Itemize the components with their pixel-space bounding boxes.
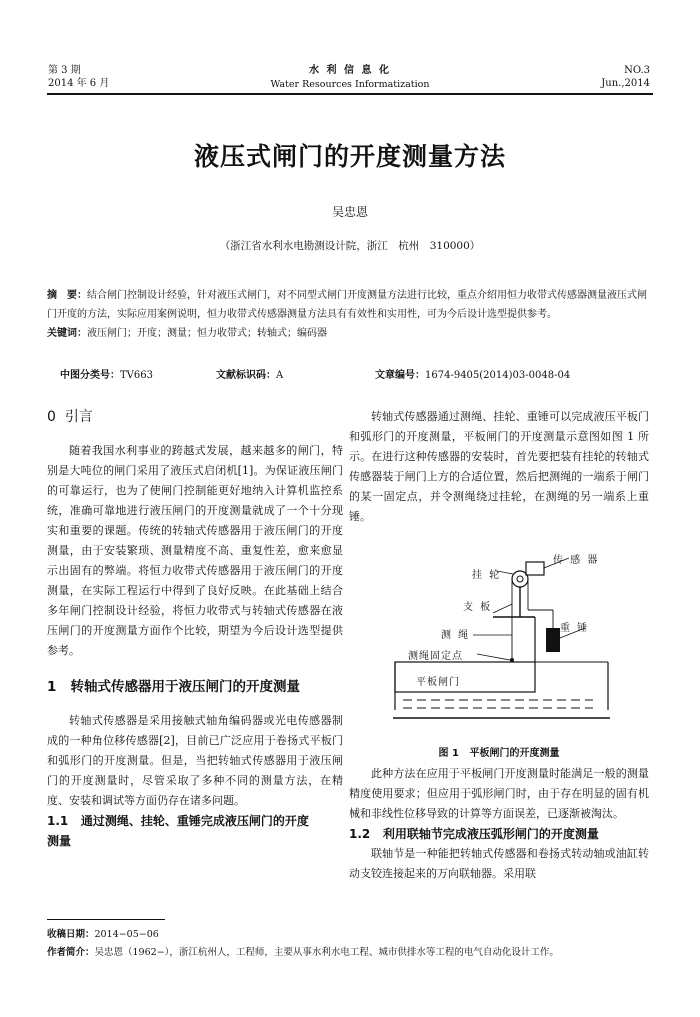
- clc-number: [60, 366, 153, 381]
- keywords: 液压闸门；开度；测量；恒力收带式；转轴式；编码器: [87, 328, 327, 339]
- author-bio: [47, 944, 657, 958]
- left-column: [47, 407, 343, 851]
- header-no: NO.3: [624, 65, 650, 76]
- section-0-number: 0: [47, 409, 56, 425]
- right-column-bottom: [349, 764, 649, 884]
- header-date-en: Jun.,2014: [601, 78, 650, 89]
- weight-shape: [546, 628, 560, 652]
- section-1-1-title-cont: 测量: [47, 834, 72, 848]
- affiliation: （浙江省水利水电勘测设计院，浙江 杭州 310000）: [219, 240, 481, 252]
- doc-code: [216, 366, 283, 381]
- sensor-shape: [526, 562, 544, 575]
- article-number: [375, 366, 570, 381]
- footnote-rule: [47, 919, 165, 920]
- bio-label: 作者简介：: [47, 947, 95, 958]
- label-pulley: 挂 轮: [472, 570, 502, 581]
- header-rule: [47, 93, 653, 95]
- header-issue: 第 3 期: [48, 65, 81, 76]
- figure-1-diagram: [393, 550, 643, 736]
- label-gate: 平板闸门: [416, 677, 460, 688]
- figure-1-caption: [349, 744, 649, 759]
- keywords-label: 关键词：: [47, 328, 87, 339]
- abstract: [47, 286, 647, 343]
- journal-name-cn: 水 利 信 息 化: [309, 65, 391, 76]
- pulley-shape: [512, 571, 528, 587]
- received-label: 收稿日期：: [47, 929, 95, 940]
- section-1-1-number: 1.1: [47, 814, 69, 828]
- section-0-heading: [47, 407, 343, 427]
- article-title: 液压式闸门的开度测量方法: [193, 142, 506, 171]
- clc-value: TV663: [120, 370, 153, 381]
- abstract-text: 结合闸门控制设计经验，针对液压式闸门，对不同型式闸门开度测量方法进行比较，重点介绍用恒力收带式传感器测量液压式闸门开度的方法，实际应用案例说明，恒力收带式传感器测量方法具有有效性和实用性，可为今后设计选型提供参考。: [47, 290, 647, 320]
- bio-text: 吴忠恩（1962−），浙江杭州人，工程师，主要从事水利水电工程、城市供排水等工程的电气自动化设计工作。: [94, 947, 559, 958]
- clc-label: 中图分类号：: [60, 370, 120, 381]
- section-1-1-heading: [47, 811, 343, 851]
- header-date: 2014 年 6 月: [48, 78, 110, 89]
- right-paragraph-2: 此种方法在应用于平板闸门开度测量时能满足一般的测量精度使用要求；但应用于弧形闸门时，由于存在明显的固有机械和非线性位移导致的计算等方面误差，已逐渐被淘汰。: [349, 767, 649, 820]
- label-rope: 测 绳: [441, 630, 471, 641]
- section-0-title: 引言: [64, 409, 93, 425]
- abstract-label: 摘 要：: [47, 290, 87, 301]
- doc-label: 文献标识码：: [216, 370, 276, 381]
- figure-1-number: 图 1: [438, 748, 459, 759]
- right-paragraph-1: 转轴式传感器通过测绳、挂轮、重锤可以完成液压平板门和弧形门的开度测量，平板闸门的开度测量示意图如图 1 所示。在进行这种传感器的安装时，首先要把装有挂轮的转轴式传感器装于闸门上方的合适位置，然后把测绳的一端系于闸门的某一固定点，并令测绳绕过挂轮，在测绳的另一端系上重锤。: [349, 410, 649, 523]
- section-1-paragraph: 转轴式传感器是采用接触式轴角编码器或光电传感器制成的一种角位移传感器[2]，目前已广泛应用于卷扬式平板门和弧形门的开度测量。但是，当把转轴式传感器用于液压闸门的开度测量时，尽管采取了多种不同的测量方法，在精度、安装和调试等方面仍存在诸多问题。: [47, 714, 343, 807]
- art-label: 文章编号：: [375, 370, 425, 381]
- section-1-2-heading: [349, 824, 649, 844]
- section-1-number: 1: [47, 679, 57, 695]
- section-1-1-title: 通过测绳、挂轮、重锤完成液压闸门的开度: [80, 814, 309, 828]
- received-value: 2014−05−06: [94, 929, 159, 940]
- label-sensor: 传 感 器: [553, 555, 600, 566]
- label-fixpoint: 测绳固定点: [408, 651, 463, 662]
- label-weight: 重 锤: [560, 623, 590, 634]
- intro-paragraph: 随着我国水利事业的跨越式发展，越来越多的闸门，特别是大吨位的闸门采用了液压式启闭机[1]。为保证液压闸门的可靠运行，也为了使闸门控制能更好地纳入计算机监控系统，准确可靠地进行液压闸门的开度测量就成了一个十分现实和重要的课题。传统的转轴式传感器用于液压闸门的开度测量，由于安装繁琐、测量精度不高、重复性差，愈来愈显示出固有的弊端。将恒力收带式传感器用于液压闸门的开度测量，在实际工程运行中得到了良好反映。在此基础上结合多年闸门控制设计经验，将恒力收带式与转轴式传感器在液压闸门的开度测量方面作个比较，期望为今后设计选型提供参考。: [47, 444, 343, 657]
- right-paragraph-3: 联轴节是一种能把转轴式传感器和卷扬式转动轴或油缸转动支铰连接起来的万向联轴器。采用联: [349, 847, 649, 880]
- section-1-title: 转轴式传感器用于液压闸门的开度测量: [70, 679, 301, 695]
- figure-1-title: 平板闸门的开度测量: [469, 748, 560, 759]
- author: 吴忠恩: [331, 205, 368, 219]
- journal-name-en: Water Resources Informatization: [270, 79, 430, 90]
- right-column-top: [349, 407, 649, 527]
- art-value: 1674-9405(2014)03-0048-04: [425, 370, 571, 381]
- section-1-heading: [47, 677, 343, 697]
- section-1-2-number: 1.2: [349, 827, 371, 841]
- received-date: [47, 926, 159, 940]
- label-bracket: 支 板: [463, 602, 493, 613]
- doc-value: A: [276, 370, 284, 381]
- section-1-2-title: 利用联轴节完成液压弧形闸门的开度测量: [382, 827, 599, 841]
